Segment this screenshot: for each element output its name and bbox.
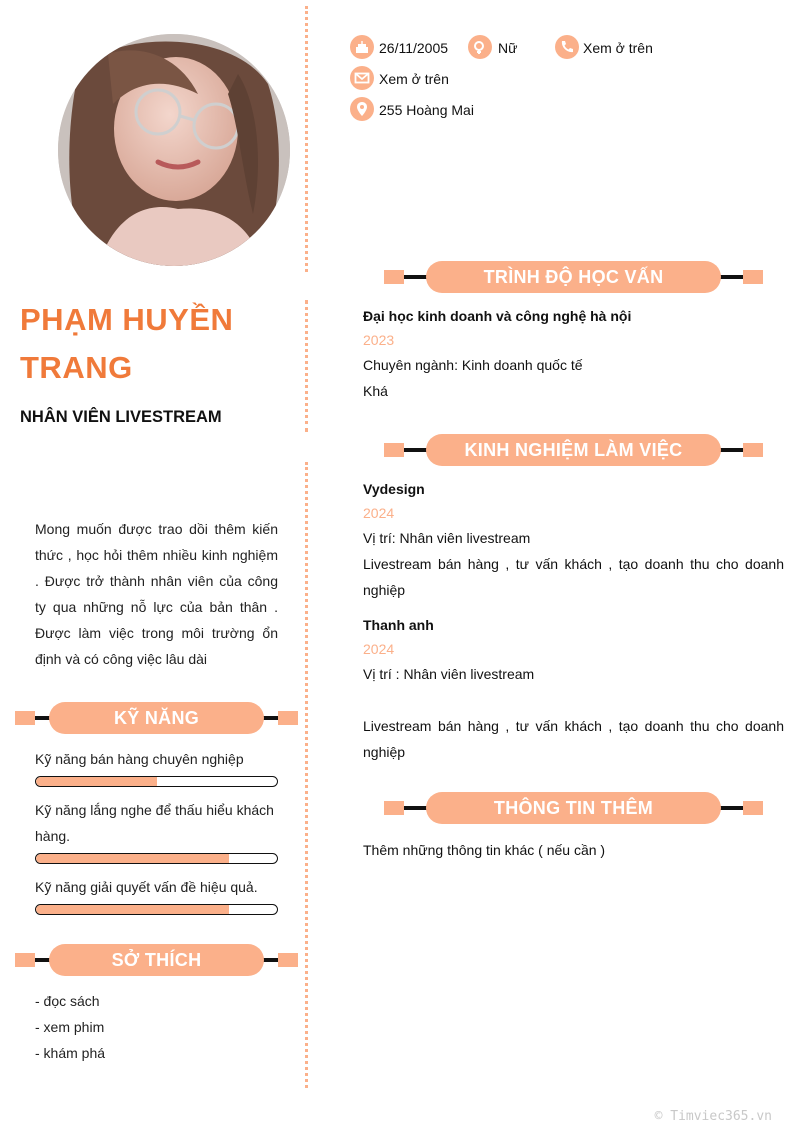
experience-title: KINH NGHIỆM LÀM VIỆC <box>426 434 721 466</box>
phone-icon <box>555 35 579 59</box>
address-text: 255 Hoàng Mai <box>379 102 474 118</box>
experience-description: Livestream bán hàng , tư vấn khách , tạo doanh thu cho doanh nghiệp <box>363 718 784 760</box>
hobbies-section-header <box>15 944 298 976</box>
skill-progress-bar <box>35 904 278 915</box>
company-name: Vydesign <box>363 481 425 497</box>
avatar <box>58 34 290 266</box>
school-name: Đại học kinh doanh và công nghệ hà nội <box>363 308 632 324</box>
education-major: Chuyên ngành: Kinh doanh quốc tế <box>363 357 583 373</box>
skill-label: Kỹ năng lắng nghe để thấu hiểu khách hàng. <box>35 802 274 844</box>
experience-section-header <box>384 434 763 466</box>
experience-position: Vị trí : Nhân viên livestream <box>363 666 535 682</box>
column-divider-top <box>305 6 308 272</box>
email-text: Xem ở trên <box>379 71 449 87</box>
additional-info-section-header <box>384 792 763 824</box>
skill-progress-fill <box>36 905 229 914</box>
email-icon <box>350 66 374 90</box>
education-year: 2023 <box>363 332 395 348</box>
hobbies-title: SỞ THÍCH <box>49 944 264 976</box>
experience-position: Vị trí: Nhân viên livestream <box>363 530 531 546</box>
experience-year: 2024 <box>363 505 395 521</box>
job-title: NHÂN VIÊN LIVESTREAM <box>20 408 222 426</box>
birthday-text: 26/11/2005 <box>379 40 449 56</box>
experience-year: 2024 <box>363 641 395 657</box>
hobby-item: - xem phim <box>35 1019 105 1035</box>
skill-progress-fill <box>36 854 229 863</box>
education-grade: Khá <box>363 383 388 399</box>
company-name: Thanh anh <box>363 617 434 633</box>
candidate-name: PHẠM HUYỀN TRANG <box>20 302 234 385</box>
skill-label: Kỹ năng giải quyết vấn đề hiệu quả. <box>35 879 258 895</box>
skill-progress-bar <box>35 853 278 864</box>
career-objective: Mong muốn được trao dồi thêm kiến thức , học hỏi thêm nhiều kinh nghiệm . Được trở thành nhân viên của công ty qua những nỗ lực của bản thân . Được làm việc trong môi trường ổn định và có công việc lâu dài <box>35 521 278 667</box>
skill-progress-bar <box>35 776 278 787</box>
watermark: © Timviec365.vn <box>654 1109 772 1124</box>
gender-icon <box>468 35 492 59</box>
hobby-item: - đọc sách <box>35 993 100 1009</box>
experience-description: Livestream bán hàng , tư vấn khách , tạo doanh thu cho doanh nghiệp <box>363 556 784 598</box>
skill-label: Kỹ năng bán hàng chuyên nghiệp <box>35 751 244 767</box>
education-section-header <box>384 261 763 293</box>
additional-info-title: THÔNG TIN THÊM <box>426 792 721 824</box>
gender-text: Nữ <box>498 40 518 56</box>
column-divider-bottom <box>305 462 308 1088</box>
hobby-item: - khám phá <box>35 1045 106 1061</box>
column-divider-mid <box>305 300 308 432</box>
education-title: TRÌNH ĐỘ HỌC VẤN <box>426 261 721 293</box>
skills-section-header <box>15 702 298 734</box>
birthday-cake-icon <box>350 35 374 59</box>
skill-progress-fill <box>36 777 157 786</box>
skills-title: KỸ NĂNG <box>49 702 264 734</box>
location-icon <box>350 97 374 121</box>
phone-text: Xem ở trên <box>583 40 653 56</box>
additional-info-text: Thêm những thông tin khác ( nếu cần ) <box>363 842 606 858</box>
